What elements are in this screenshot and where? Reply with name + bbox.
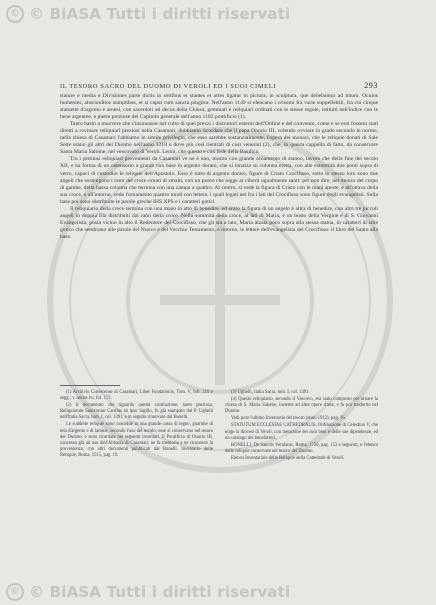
footnote: Le suddette reliquie sono custodite in una grande cassa di legno, guarnite di tela d'argento e di lamine, secondo l'uso del secolo; esse si conservano nel tesoro del Duomo, e sono ricordate nei seguenti inventari. Il Pontificio di Onorio III, concesso già ad uso dell'Abbazia di Casamari, ne fa memoria e ne riconosce la provenienza, con altri documenti pubblicati dal Bonelli. Inventario delle Reliquie, Roma, 1515, pag. 19. xyxy=(60,422,213,458)
body-text xyxy=(60,93,378,241)
running-header xyxy=(60,81,378,90)
footnote-rule xyxy=(60,385,120,386)
watermark-text-bottom: © BiASA Tutti i diritti riservati xyxy=(29,583,291,601)
copyright-icon: © xyxy=(6,583,24,601)
copyright-watermark-top xyxy=(0,3,436,25)
watermark-text-top: © BiASA Tutti i diritti riservati xyxy=(29,5,291,23)
footnote: STATUTUM ECCLESIAE CATHEDRALIS: Ordinazione di Celestino V, che erige la diocesi di Veroli, con menzione dei suoi beni e delle sue dipendenze, ed un catalogo dei benefattori. xyxy=(225,423,378,441)
footnotes-left-column xyxy=(60,390,213,560)
paragraph: Tanto bastò a muovere che s'insinuasse nel culto di quei prezzi i distruttori esterni dell'Ordine e del convento, come e se essi fossero stati diretti a rovinare reliquiarî preziosi nella Casamari, dobbiamo ricordare che il papa Onorio III, volendo ovviare in grado secondo le norme, nella chiesa di Casamari l'abbiamo in simile privilegio, che esso sarebbe sostanzialmente, l'opera dei monaci, che le reliquie donati di Sale Sette erano gli altri del Duomo nell'anno 1218 o dove più così rientrati di così venerati (2), che, in questa cappella di fatto, da conservare Santa Maria Salome, nel vescovato di Veroli. Leoni, che questo e con fede della Basilica. xyxy=(60,121,378,156)
paragraph: Il reliquiario della croce termina con una mano in atto di benedire, ed entro la figura di un angelo è altra di benedire, con altri tre piccoli angeli in doppia fila distribuiti dai rami della croce. Nella sommità della croce, ai lati di Maria, è un busto della Vergine e di S. Giovanni Evangelista, posta vicino in alto il Redentore del Crocifisso, che gli sta a lato, Maria alzata poco sopra alla stessa statua, in caratteri di stile gotico che sembrano alle parole del Nuovo e del Vecchio Testamento, e intorno, le lettere dell'evangelista del Crocifisso: il libro del Santo alla base. xyxy=(60,205,378,240)
paragraph: Tra i preziosi reliquiarî provenienti da Casamari ve ne è uno, mozzo con grande ornamento di stanno, lavoro che della fine del secolo XII, e ha forma di un ostensorio a grandi con base in argento dorato, che si innalza su colonna eretta, con alle estremità due ponti sopra di vetro, capaci di custodire le reliquie dell'Apostolo. Esso è tutto di argento dorato, figure di Cristo Crocifisso, sotto lo stesso loro sono due angeli che sostengono i rami del croce ornati di smalti, con un pomo che regge ai ciborii ugualmente santi: per non dire, nel mezzo del corpo di gambe, della bassa colonna che termina con una zampa a quattro. Al centro, si vede la figura di Cristo con le mani aperte, e all'ottava della sua croce, e all'intorno, vede l'ornamento quattro tondi con lettere, i quali legati nei fra i lati del Crocifisso sono figure degli evangelisti. Sulla base poi sono distribuite le parole greche IHS XPS e i caratteri gotici. xyxy=(60,156,378,205)
footnotes xyxy=(60,390,378,560)
footnote: (3) Ughelli, Italia Sacra, tom. I, col. 1391. xyxy=(231,390,310,395)
copyright-icon: © xyxy=(6,5,24,23)
footnote: BONELLI, De Sanctis Verulanis, Roma, 1750, pag. 153 e seguenti, e l'elenco delle reliquie conservate nel tesoro del Duomo. xyxy=(225,442,378,454)
footnote: Vedi pure l'ultimo Inventario del tesoro (anno 1912), pag. 16. xyxy=(231,416,346,422)
footnote: (4) Questo reliquiario, secondo il Vescovo, era stato composto per ornare la chiesa di S. Maria Salome, insieme ad altre opere d'arte, e fu poi trasferito nel Duomo. xyxy=(225,397,378,415)
footnote: (2) Il documento che riguarda questa costituzione, tanto preziosa, Reliquiarum Sanctorum Carolus ab ipso Sigillo, fu già stampato dal P. Ughelli nell'Italia Sacra, tom. I, col. 1391, e in seguito rinnovato dal Bonelli. xyxy=(60,403,213,421)
running-title: IL TESORO SACRO DEL DUOMO DI VEROLI ED I SUOI CIMELI xyxy=(60,83,277,90)
copyright-watermark-bottom xyxy=(0,581,436,603)
footnote: Elenco Inventariale delle Reliquie della Cattedrale di Veroli. xyxy=(231,455,345,461)
page-number: 293 xyxy=(364,81,378,90)
paragraph: stature e media e Divisiones parte dictis in sertibus et stantes et artes ligatur in pictura, in sculptura, que debebantur ad imum. Oculos humentes, absconditos sumptibus, et si caput cum sancta pingitur. Nell'anno 1149 si elencano i crisomi fra varie suppellettili, fra cui cinque statuette d'argento e arnesi, con sacerdoti ad decus della Chiesa, gemmati e reliquiarî ordinati con le stesse regole, istituiti nell'indice con le bene argentee, e pietre preziose del Capitolo generale dell'anno 1182 pontificio (1). xyxy=(60,93,378,121)
footnote: (1) Archivio Cistercense di Casamari, Liber Fundationis, Tom. V, foll. 210 e segg.; v. anche ivi, fol. 172. xyxy=(60,390,213,402)
footnotes-right-column xyxy=(225,390,378,560)
